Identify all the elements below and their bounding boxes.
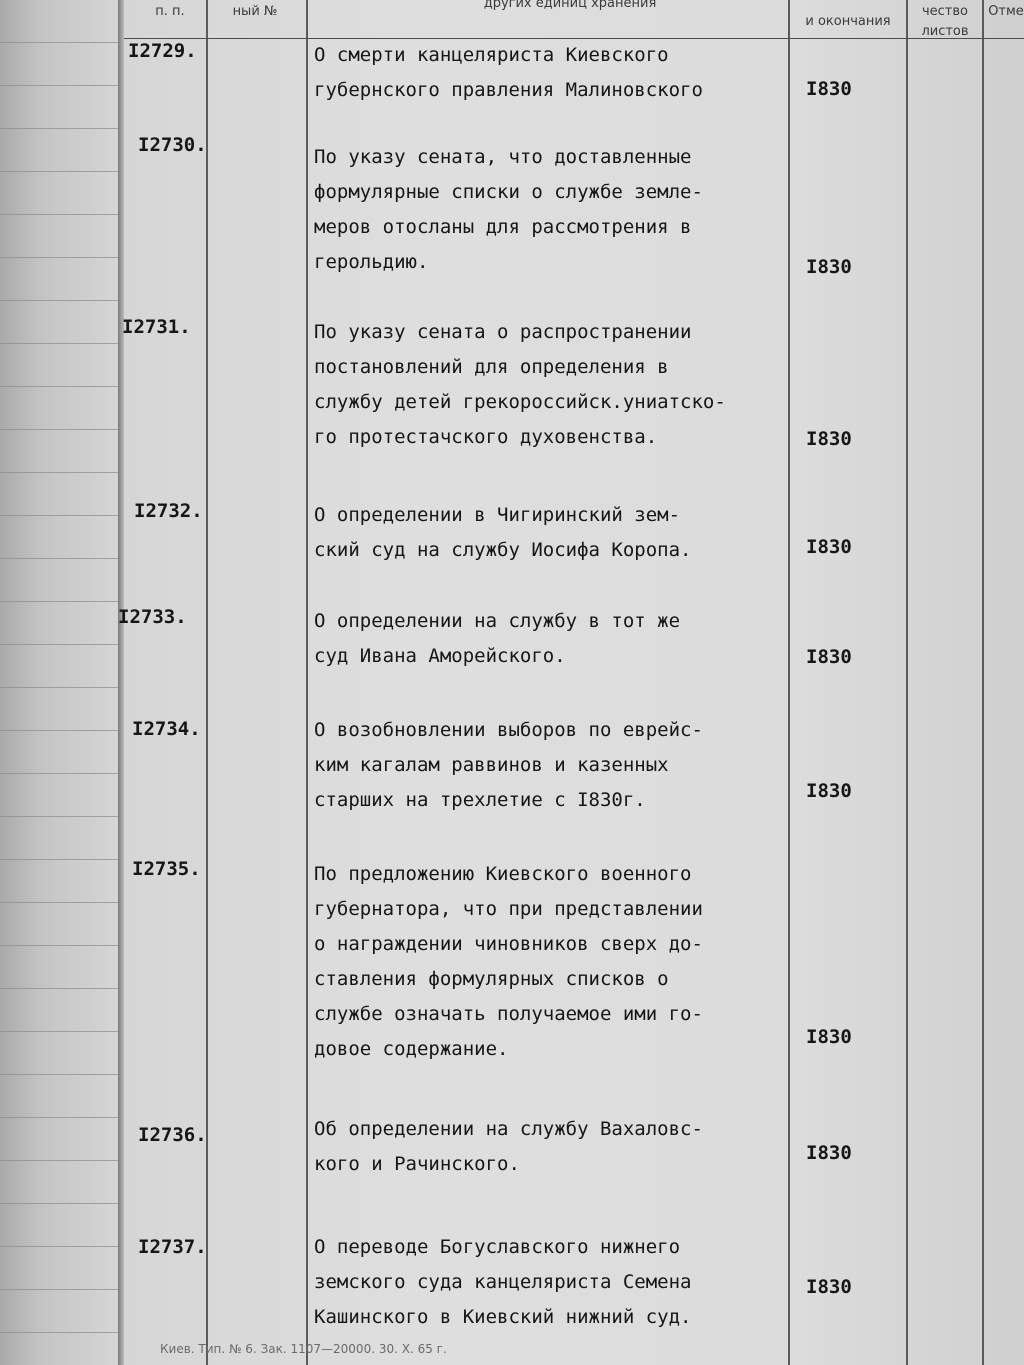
- record-year: I830: [806, 428, 852, 450]
- column-divider: [906, 0, 908, 1365]
- printer-footer: Киев. Тип. № 6. Зак. 1107—20000. 30. X. 65 г.: [160, 1342, 447, 1356]
- record-number: I2729.: [128, 40, 197, 62]
- record-title: Об определении на службу Вахаловс- кого и Рачинского.: [314, 1118, 703, 1175]
- header-old-number: ный №: [232, 4, 278, 19]
- record-year: I830: [806, 1276, 852, 1298]
- record-year: I830: [806, 780, 852, 802]
- column-divider: [206, 0, 208, 1365]
- record-number: I2737.: [138, 1236, 207, 1258]
- record-year: I830: [806, 1026, 852, 1048]
- header-notes: Отме: [988, 4, 1024, 19]
- header-title: других единиц хранения: [483, 0, 657, 11]
- record-title: По предложению Киевского военного губернатора, что при представлении о награждении чиновников сверх до- ставления формулярных списков о службе означать получаемое ими го- довое содержание.: [314, 863, 703, 1060]
- record-number: I2733.: [118, 606, 187, 628]
- record-number: I2736.: [138, 1124, 207, 1146]
- record-number: I2734.: [132, 718, 201, 740]
- left-page-edge-lines: [0, 0, 118, 1365]
- binding-shadow: [118, 0, 124, 1365]
- header-number: п. п.: [155, 4, 185, 19]
- column-divider: [982, 0, 984, 1365]
- record-number: I2730.: [138, 134, 207, 156]
- record-year: I830: [806, 78, 852, 100]
- header-sheets-line1: чество: [921, 4, 968, 19]
- record-title: По указу сената о распространении постановлений для определения в службу детей грекороссийск.униатско- го протестачского духовенства.: [314, 321, 726, 448]
- header-dates: и окончания: [805, 14, 891, 29]
- record-title: О переводе Богуславского нижнего земского суда канцеляриста Семена Кашинского в Киевский нижний суд.: [314, 1236, 692, 1328]
- record-title: О смерти канцеляриста Киевского губернского правления Малиновского: [314, 44, 703, 101]
- record-year: I830: [806, 256, 852, 278]
- column-divider: [306, 0, 308, 1365]
- record-year: I830: [806, 536, 852, 558]
- record-number: I2735.: [132, 858, 201, 880]
- record-year: I830: [806, 646, 852, 668]
- record-title: О определении на службу в тот же суд Ивана Аморейского.: [314, 610, 681, 667]
- record-title: О возобновлении выборов по еврейс- ким кагалам раввинов и казенных старших на трехлетие с I830г.: [314, 719, 703, 811]
- record-number: I2732.: [134, 500, 203, 522]
- header-sheets-line2: листов: [921, 24, 969, 39]
- record-number: I2731.: [122, 316, 191, 338]
- record-title: По указу сената, что доставленные формулярные списки о службе земле- меров отосланы для рассмотрения в герольдию.: [314, 146, 703, 273]
- record-year: I830: [806, 1142, 852, 1164]
- record-title: О определении в Чигиринский зем- ский суд на службу Иосифа Коропа.: [314, 504, 692, 561]
